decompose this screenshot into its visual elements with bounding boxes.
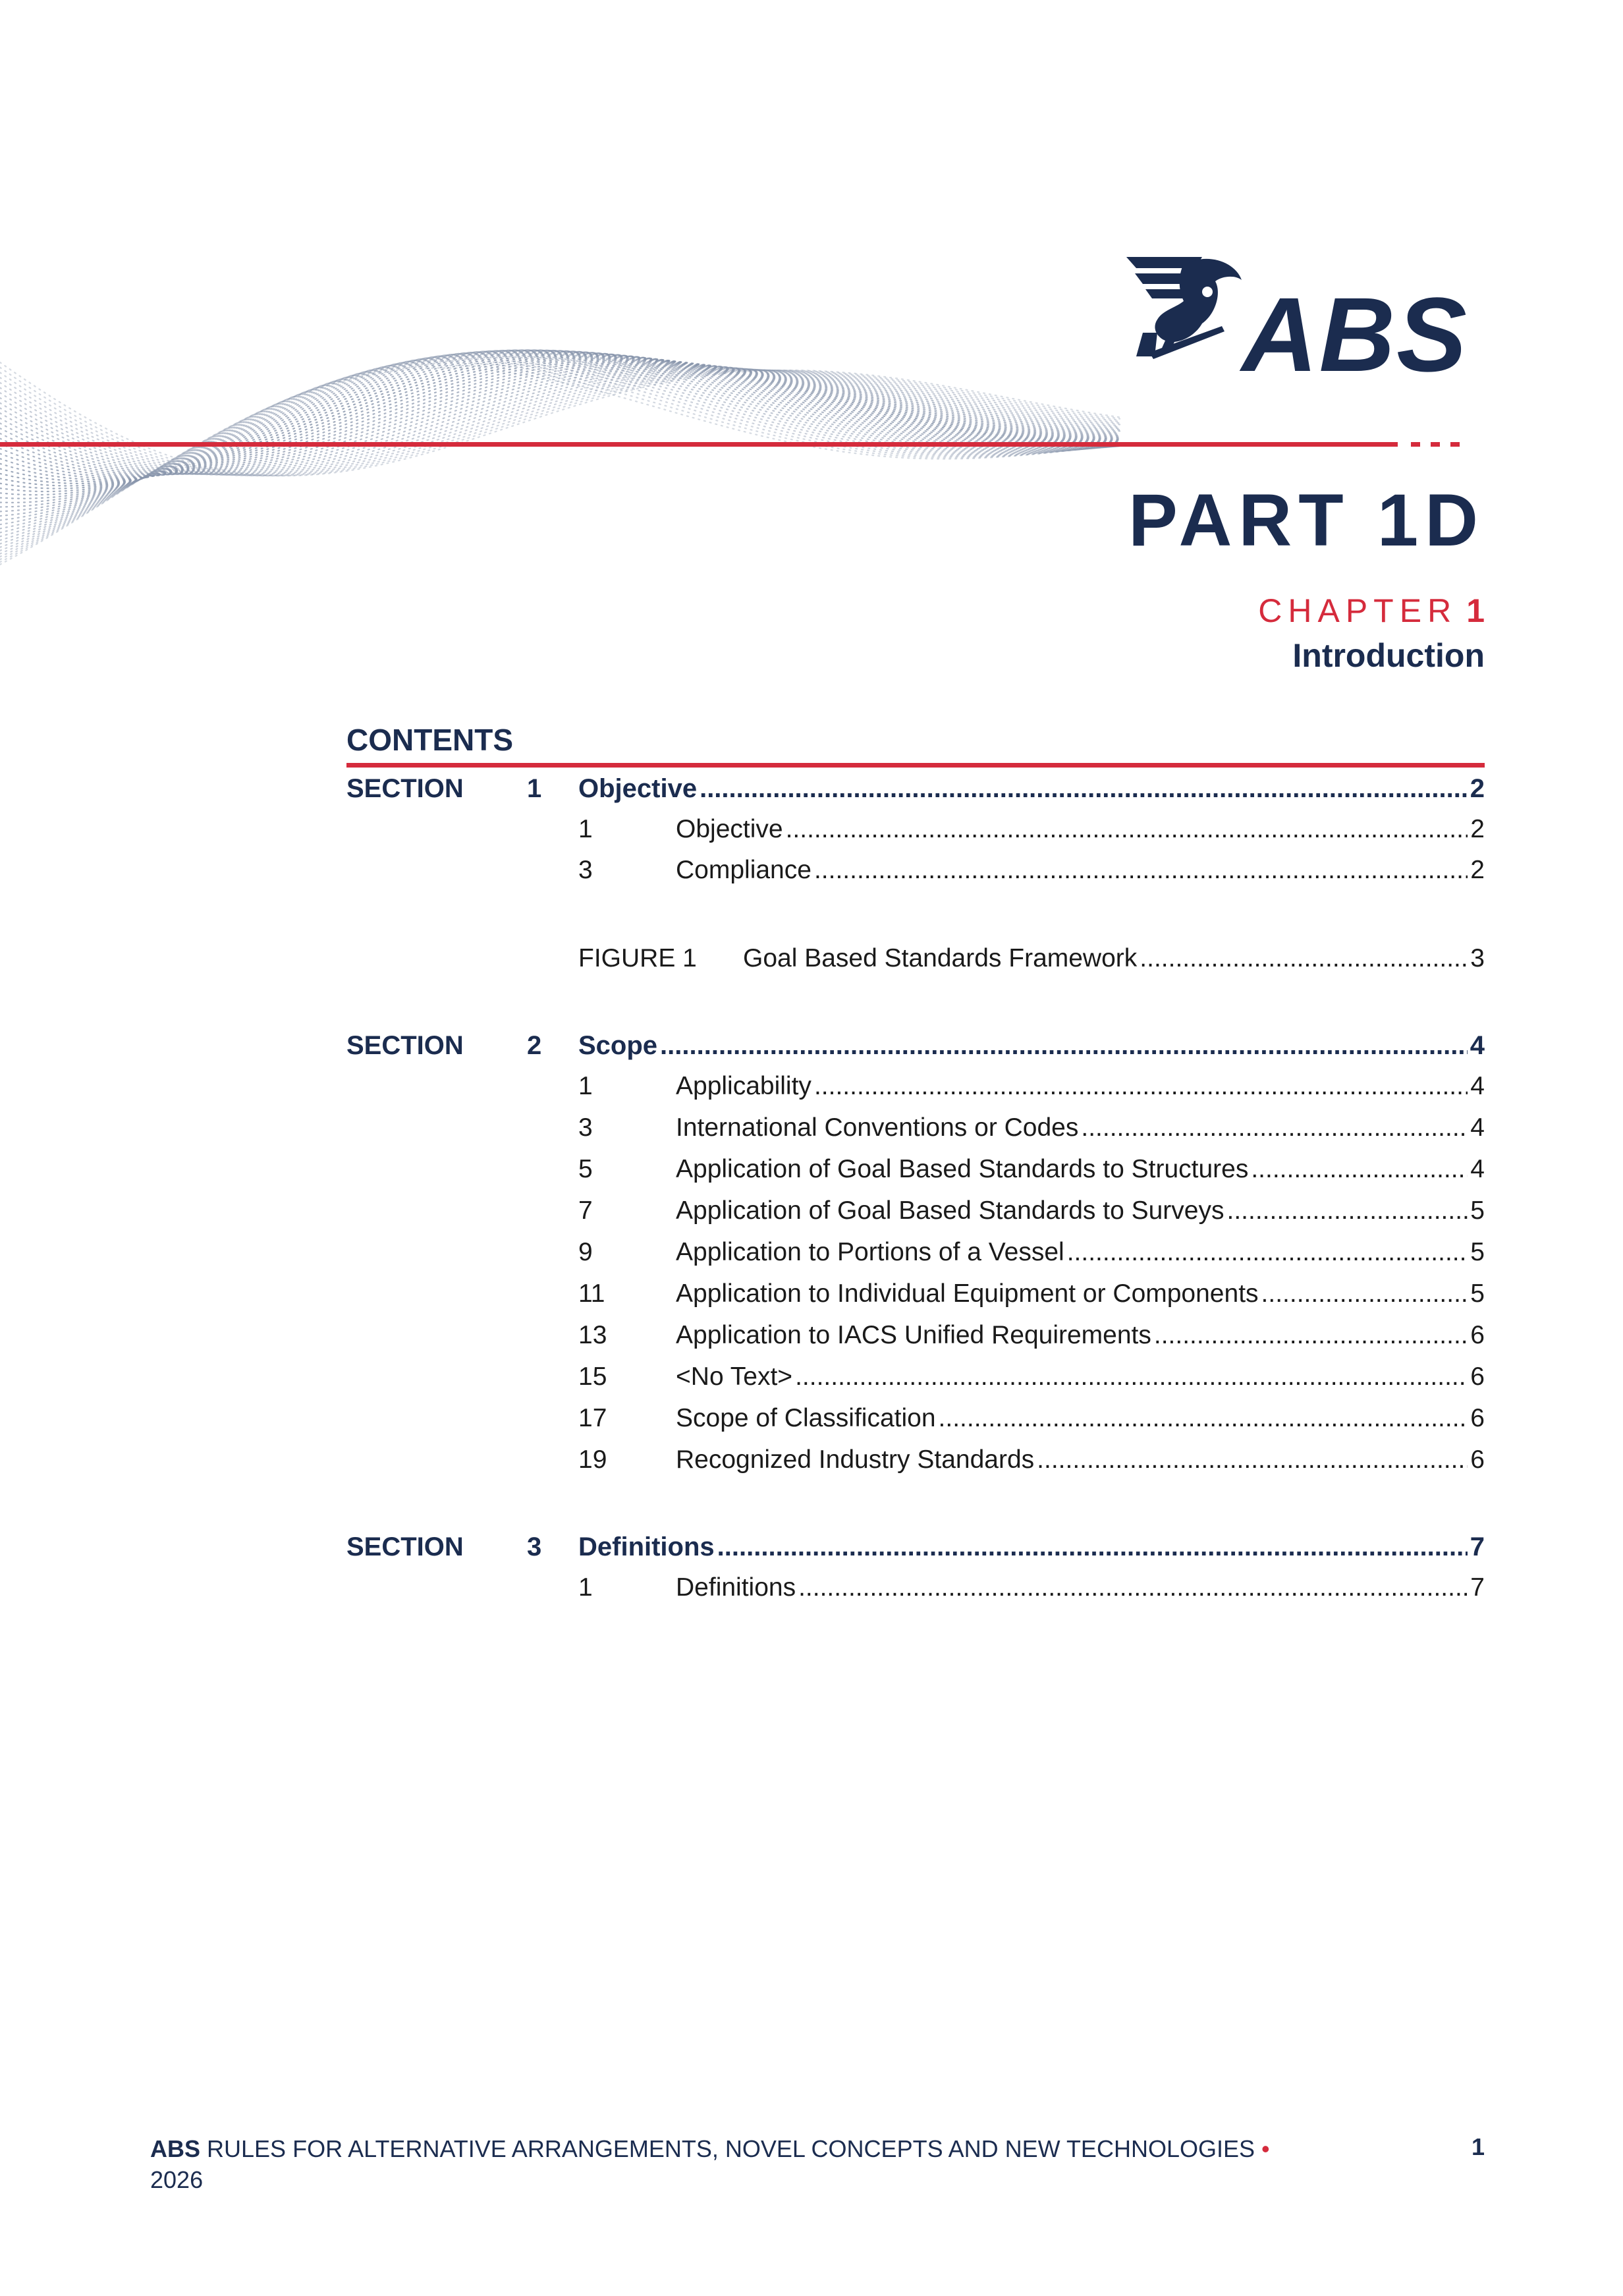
page-number: 4: [1470, 1031, 1485, 1060]
section-title: Objective: [578, 774, 698, 803]
dot-leader: [660, 1031, 1468, 1061]
chapter-word: CHAPTER: [1258, 592, 1458, 629]
dot-leader: [1226, 1196, 1468, 1225]
toc-item-entry[interactable]: [676, 1196, 1485, 1225]
toc-section-entry[interactable]: [578, 1031, 1485, 1061]
dot-leader: [1081, 1113, 1468, 1142]
page-number: 2: [1470, 774, 1485, 803]
section-label: SECTION: [346, 1532, 464, 1561]
item-number: 13: [578, 1321, 607, 1349]
page-number: 6: [1470, 1362, 1485, 1391]
page-number: 4: [1470, 1155, 1485, 1183]
toc-section-entry[interactable]: [578, 774, 1485, 804]
dot-leader: [1154, 1321, 1468, 1350]
toc-item-entry[interactable]: [676, 815, 1485, 844]
page-number: 2: [1470, 856, 1485, 884]
item-number: 1: [578, 815, 593, 843]
item-title: Application to Individual Equipment or Components: [676, 1279, 1259, 1308]
page-footer: [150, 2133, 1336, 2195]
footer-year: 2026: [150, 2166, 204, 2193]
footer-bullet: •: [1261, 2135, 1270, 2162]
item-title: Application of Goal Based Standards to Structures: [676, 1155, 1249, 1183]
item-number: 11: [578, 1279, 605, 1308]
dot-leader: [814, 856, 1468, 885]
dot-leader: [1251, 1155, 1468, 1184]
item-title: Applicability: [676, 1072, 812, 1100]
contents-title: CONTENTS: [346, 723, 513, 757]
item-title: Application to IACS Unified Requirements: [676, 1321, 1151, 1349]
page-number: 2: [1470, 815, 1485, 843]
footer-brand: ABS: [150, 2135, 201, 2162]
item-number: 3: [578, 856, 593, 884]
item-title: Application to Portions of a Vessel: [676, 1238, 1064, 1266]
item-number: 3: [578, 1113, 593, 1142]
section-number: 1: [527, 774, 542, 803]
figure-label: FIGURE 1: [578, 944, 697, 972]
section-title: Scope: [578, 1031, 658, 1060]
page-number: 6: [1470, 1445, 1485, 1474]
item-number: 19: [578, 1445, 607, 1474]
toc-item-entry[interactable]: [676, 1404, 1485, 1433]
item-title: Definitions: [676, 1573, 796, 1602]
toc-item-entry[interactable]: [676, 1573, 1485, 1602]
item-number: 7: [578, 1196, 593, 1225]
item-title: Recognized Industry Standards: [676, 1445, 1035, 1474]
toc-item-entry[interactable]: [676, 856, 1485, 885]
item-title: Objective: [676, 815, 783, 843]
dot-leader: [1261, 1279, 1468, 1308]
section-label: SECTION: [346, 1031, 464, 1060]
page-number: 4: [1470, 1113, 1485, 1142]
dot-leader: [717, 1532, 1468, 1562]
dot-leader: [1037, 1445, 1468, 1474]
section-number: 2: [527, 1031, 542, 1060]
item-number: 17: [578, 1404, 607, 1432]
section-title: Definitions: [578, 1532, 715, 1561]
toc-item-entry[interactable]: [676, 1362, 1485, 1391]
dot-leader: [798, 1573, 1468, 1602]
item-title: Compliance: [676, 856, 812, 884]
dot-leader: [1140, 944, 1468, 973]
footer-page-number: 1: [1471, 2133, 1485, 2160]
item-number: 9: [578, 1238, 593, 1266]
item-title: International Conventions or Codes: [676, 1113, 1079, 1142]
item-number: 5: [578, 1155, 593, 1183]
page-number: 4: [1470, 1072, 1485, 1100]
page-number: 7: [1470, 1532, 1485, 1561]
dot-leader: [795, 1362, 1468, 1391]
toc-section-entry[interactable]: [578, 1532, 1485, 1562]
page-number: 6: [1470, 1404, 1485, 1432]
item-title: Application of Goal Based Standards to Surveys: [676, 1196, 1224, 1225]
dot-leader: [786, 815, 1468, 844]
dot-leader: [939, 1404, 1468, 1433]
item-title: Scope of Classification: [676, 1404, 936, 1432]
dot-leader: [814, 1072, 1468, 1101]
chapter-number: 1: [1466, 592, 1485, 629]
page-number: 5: [1470, 1196, 1485, 1225]
dot-leader: [700, 774, 1468, 804]
section-number: 3: [527, 1532, 542, 1561]
item-number: 15: [578, 1362, 607, 1391]
toc-figure-entry[interactable]: [743, 944, 1485, 973]
item-number: 1: [578, 1072, 593, 1100]
toc-item-entry[interactable]: [676, 1321, 1485, 1350]
page-number: 6: [1470, 1321, 1485, 1349]
toc-item-entry[interactable]: [676, 1238, 1485, 1267]
toc-item-entry[interactable]: [676, 1155, 1485, 1184]
page-number: 3: [1470, 944, 1485, 972]
toc-item-entry[interactable]: [676, 1445, 1485, 1474]
figure-title: Goal Based Standards Framework: [743, 944, 1138, 972]
chapter-title: Introduction: [1292, 637, 1485, 674]
page-number: 7: [1470, 1573, 1485, 1602]
logo-text: ABS: [1242, 275, 1468, 385]
page-number: 5: [1470, 1238, 1485, 1266]
toc-item-entry[interactable]: [676, 1279, 1485, 1308]
part-title: PART 1D: [1128, 479, 1485, 561]
toc-item-entry[interactable]: [676, 1113, 1485, 1142]
item-title: <No Text>: [676, 1362, 793, 1391]
footer-title: RULES FOR ALTERNATIVE ARRANGEMENTS, NOVEL CONCEPTS AND NEW TECHNOLOGIES: [207, 2135, 1255, 2162]
item-number: 1: [578, 1573, 593, 1602]
page-number: 5: [1470, 1279, 1485, 1308]
section-label: SECTION: [346, 774, 464, 803]
toc-item-entry[interactable]: [676, 1072, 1485, 1101]
dot-leader: [1067, 1238, 1468, 1267]
